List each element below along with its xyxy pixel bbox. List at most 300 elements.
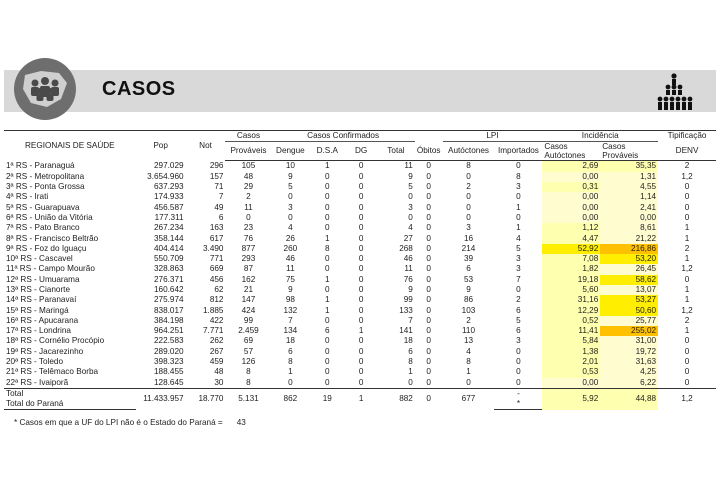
autoctones-cell: 110 [461, 326, 476, 336]
provaveis-cell: 8 [246, 367, 251, 377]
region-name: 16ª RS - Apucarana [6, 315, 79, 325]
header-pop: Pop [136, 131, 186, 161]
dg-cell: 0 [358, 367, 364, 377]
header-lpi: LPI [443, 131, 543, 142]
importados-cell: 1 [516, 202, 521, 212]
total-cell: 141 [399, 326, 413, 336]
dsa-cell: 0 [325, 367, 330, 377]
obitos-cell: 0 [426, 305, 431, 315]
provaveis-cell: 0 [246, 212, 251, 222]
dsa-cell: 0 [325, 357, 330, 367]
dengue-cell: 7 [288, 315, 293, 325]
pop-cell: 398.323 [154, 357, 184, 367]
importados-cell: 6 [516, 305, 521, 315]
autoctones-cell: 13 [463, 336, 474, 346]
pop-cell: 358.144 [154, 233, 184, 243]
total-cell: 46 [403, 254, 413, 264]
provaveis-cell: 2 [246, 192, 251, 202]
inc-provaveis-cell: 255,02 [600, 326, 658, 336]
obitos-cell: 0 [426, 202, 431, 212]
region-name: 17ª RS - Londrina [6, 326, 71, 336]
inc-provaveis-cell: 4,55 [600, 182, 658, 192]
inc-autoctones-cell: 19,18 [542, 275, 600, 285]
not-cell: 262 [209, 336, 224, 346]
dengue-cell: 11 [286, 264, 295, 274]
inc-provaveis-cell: 19,72 [600, 347, 658, 357]
dg-cell: 0 [358, 223, 364, 233]
not-cell: 669 [209, 264, 224, 274]
inc-provaveis-cell: 26,45 [600, 264, 658, 274]
autoctones-cell: 2 [466, 315, 471, 325]
provaveis-cell: 87 [243, 264, 253, 274]
dengue-cell: 3 [288, 202, 293, 212]
obitos-cell: 0 [426, 326, 431, 336]
table-row [4, 182, 716, 192]
dengue-cell: 134 [283, 326, 298, 336]
region-name: 18ª RS - Cornélio Procópio [6, 336, 105, 346]
table-row [4, 305, 716, 315]
pop-cell: 267.234 [154, 223, 184, 233]
tipificacao-cell: 0 [684, 192, 690, 202]
table-row [4, 223, 716, 233]
pop-cell: 289.020 [154, 346, 184, 356]
importados-cell: 0 [516, 192, 521, 202]
provaveis-cell: 57 [243, 346, 253, 356]
not-cell: 7.771 [202, 326, 224, 336]
autoctones-cell: 4 [466, 346, 471, 356]
obitos-cell: 0 [426, 182, 431, 192]
region-name: 11ª RS - Campo Mourão [6, 264, 95, 274]
dengue-cell: 18 [285, 336, 295, 346]
tipificacao-cell: 2 [684, 315, 690, 325]
importados-cell: 0 [516, 212, 521, 222]
tipificacao-cell: 0 [684, 212, 690, 222]
dengue-cell: 75 [285, 274, 295, 284]
region-name: 2ª RS - Metropolitana [6, 171, 85, 181]
inc-provaveis-cell: 53,20 [600, 254, 658, 264]
importados-cell: 0 [516, 377, 521, 387]
not-cell: 48 [214, 367, 224, 377]
inc-provaveis-cell: 216,86 [600, 244, 658, 254]
importados-cell: 3 [516, 264, 521, 274]
total-cell: 5 [408, 182, 413, 192]
autoctones-cell: 39 [463, 254, 474, 264]
dengue-cell: 6 [288, 346, 293, 356]
pop-cell: 3.654.960 [147, 171, 184, 181]
not-cell: 617 [209, 233, 224, 243]
obitos-cell: 0 [426, 285, 431, 294]
autoctones-cell: 8 [466, 161, 471, 171]
dsa-cell: 0 [325, 212, 330, 222]
provaveis-cell: 48 [243, 171, 253, 181]
pop-cell: 174.933 [154, 192, 184, 202]
table-row [4, 213, 716, 223]
provaveis-cell: 99 [243, 315, 253, 325]
dg-cell: 0 [358, 377, 364, 387]
header-not: Not [186, 131, 226, 161]
importados-cell: 0 [516, 357, 521, 367]
inc-autoctones-cell: 1,12 [542, 223, 600, 233]
provaveis-cell: 69 [243, 336, 253, 346]
inc-autoctones-cell: 0,52 [542, 316, 600, 326]
autoctones-cell: 3 [466, 223, 471, 233]
total-obitos: 0 [415, 388, 443, 410]
inc-provaveis-cell: 0,00 [600, 213, 658, 223]
not-cell: 7 [218, 192, 224, 202]
region-name: 10ª RS - Cascavel [6, 254, 73, 264]
dsa-cell: 0 [325, 202, 330, 212]
table-row [4, 367, 716, 377]
dengue-cell: 98 [285, 295, 295, 305]
total-cell: 4 [408, 223, 413, 233]
provaveis-cell: 162 [241, 274, 256, 284]
total-cell: 8 [408, 357, 413, 367]
tipificacao-cell: 0 [684, 202, 690, 212]
dg-cell: 0 [358, 171, 364, 181]
importados-cell: 5 [516, 315, 521, 325]
region-name: 13ª RS - Cianorte [6, 285, 71, 294]
tipificacao-cell: 1 [684, 326, 690, 336]
obitos-cell: 0 [426, 212, 431, 222]
dg-cell: 0 [358, 295, 364, 305]
dsa-cell: 0 [325, 315, 330, 325]
pop-cell: 222.583 [154, 336, 184, 346]
inc-autoctones-cell: 4,47 [542, 233, 600, 243]
region-name: 12ª RS - Umuarama [6, 274, 80, 284]
tipificacao-cell: 1 [684, 223, 690, 233]
table-row [4, 233, 716, 243]
region-name: 15ª RS - Maringá [6, 305, 69, 315]
inc-autoctones-cell: 52,92 [542, 244, 600, 254]
dg-cell: 0 [358, 336, 364, 346]
not-cell: 771 [209, 254, 224, 264]
total-cell: 11 [404, 161, 413, 171]
table-row [4, 254, 716, 264]
dsa-cell: 0 [325, 182, 330, 192]
dengue-cell: 10 [285, 161, 295, 171]
region-name: 6ª RS - União da Vitória [6, 212, 93, 222]
dengue-cell: 0 [288, 192, 293, 202]
inc-provaveis-cell: 1,31 [600, 172, 658, 182]
dengue-cell: 46 [285, 254, 295, 264]
header-incidencia: Incidência [542, 131, 658, 142]
not-cell: 3.490 [202, 243, 224, 253]
obitos-cell: 0 [426, 243, 431, 253]
header-importados: Importados [494, 142, 542, 161]
importados-cell: 0 [516, 285, 521, 294]
total-dg: 1 [345, 388, 377, 410]
total-not: 18.770 [186, 388, 226, 410]
importados-cell: 0 [516, 367, 521, 377]
total-inc-autoctones: 5,92 [542, 388, 600, 410]
provaveis-cell: 23 [243, 223, 253, 233]
total-cell: 1 [408, 367, 413, 377]
table-row [4, 244, 716, 254]
tipificacao-cell: 0 [684, 274, 690, 284]
obitos-cell: 0 [426, 274, 431, 284]
total-cell: 11 [404, 264, 413, 274]
dsa-cell: 0 [325, 346, 330, 356]
pop-cell: 964.251 [154, 326, 184, 336]
dsa-cell: 1 [325, 161, 330, 171]
pop-cell: 328.863 [154, 264, 184, 274]
region-name: 1ª RS - Paranaguá [6, 161, 75, 171]
total-importados-bottom: * [494, 399, 542, 410]
inc-provaveis-cell: 50,60 [600, 305, 658, 315]
table-body [4, 161, 716, 389]
header-dengue: Dengue [271, 142, 309, 161]
inc-provaveis-cell: 13,07 [600, 285, 658, 295]
dengue-cell: 0 [288, 212, 293, 222]
dg-cell: 0 [358, 182, 364, 192]
pop-cell: 297.029 [154, 161, 184, 171]
importados-cell: 4 [516, 233, 521, 243]
not-cell: 49 [214, 202, 224, 212]
not-cell: 812 [209, 295, 224, 305]
total-label: Total [4, 388, 136, 399]
obitos-cell: 0 [426, 254, 431, 264]
table-row [4, 347, 716, 357]
dsa-cell: 1 [325, 295, 330, 305]
inc-autoctones-cell: 0,31 [542, 182, 600, 192]
total-total: 882 [377, 388, 415, 410]
table-row [4, 336, 716, 346]
dengue-cell: 8 [288, 357, 293, 367]
dsa-cell: 0 [325, 223, 330, 233]
inc-autoctones-cell: 0,00 [542, 213, 600, 223]
footnote [14, 418, 246, 427]
tipificacao-cell: 2 [684, 243, 690, 253]
inc-autoctones-cell: 12,29 [542, 305, 600, 315]
tipificacao-cell: 2 [684, 161, 690, 171]
pop-cell: 384.198 [154, 315, 184, 325]
not-cell: 163 [209, 223, 224, 233]
table-row [4, 357, 716, 367]
total-autoctones: 677 [443, 388, 495, 410]
provaveis-cell: 877 [241, 243, 256, 253]
dsa-cell: 0 [325, 377, 330, 387]
dsa-cell: 1 [325, 233, 330, 243]
dengue-cell: 5 [288, 182, 293, 192]
total-importados-top: - [494, 388, 542, 399]
provaveis-cell: 76 [243, 233, 253, 243]
table-row [4, 295, 716, 305]
header-dsa: D.S.A [309, 142, 345, 161]
not-cell: 296 [209, 161, 224, 171]
dengue-cell: 26 [285, 233, 295, 243]
total-cell: 133 [399, 305, 413, 315]
not-cell: 456 [209, 274, 224, 284]
not-cell: 6 [218, 212, 224, 222]
importados-cell: 0 [516, 346, 521, 356]
obitos-cell: 0 [426, 264, 431, 274]
importados-cell: 7 [516, 274, 521, 284]
provaveis-cell: 424 [241, 305, 256, 315]
importados-cell: 6 [516, 326, 521, 336]
total-tipificacao: 1,2 [658, 388, 716, 410]
table-row [4, 202, 716, 212]
dengue-cell: 260 [283, 243, 298, 253]
dg-cell: 1 [358, 326, 364, 336]
header-inc-autoctones: Casos Autóctones [542, 142, 600, 161]
header-regionais: REGIONAIS DE SAÚDE [4, 131, 136, 161]
inc-provaveis-cell: 21,22 [600, 233, 658, 243]
inc-provaveis-cell: 1,14 [600, 192, 658, 202]
importados-cell: 3 [516, 336, 521, 346]
pop-cell: 456.587 [154, 202, 184, 212]
table-row [4, 264, 716, 274]
dg-cell: 0 [358, 305, 364, 315]
not-cell: 267 [209, 346, 224, 356]
dg-cell: 0 [358, 285, 364, 294]
tipificacao-cell: 1 [684, 285, 690, 294]
dg-cell: 0 [358, 212, 364, 222]
autoctones-cell: 9 [466, 285, 471, 294]
header-provaveis: Prováveis [225, 142, 271, 161]
dg-cell: 0 [358, 346, 364, 356]
importados-cell: 0 [516, 161, 521, 171]
total-cell: 0 [408, 192, 413, 202]
tipificacao-cell: 0 [684, 367, 690, 377]
table-row [4, 192, 716, 202]
provaveis-cell: 8 [246, 377, 251, 387]
region-name: 5ª RS - Guarapuava [6, 202, 80, 212]
table-row [4, 172, 716, 182]
obitos-cell: 0 [426, 315, 431, 325]
importados-cell: 3 [516, 182, 521, 192]
not-cell: 30 [214, 377, 224, 387]
total-parana-label: Total do Paraná [4, 399, 136, 410]
provaveis-cell: 21 [243, 285, 253, 294]
people-pyramid-icon [654, 72, 694, 112]
header-total: Total [377, 142, 415, 161]
region-name: 7ª RS - Pato Branco [6, 223, 80, 233]
dsa-cell: 0 [325, 285, 330, 294]
provaveis-cell: 2.459 [238, 326, 259, 336]
autoctones-cell: 0 [466, 192, 471, 202]
inc-autoctones-cell: 2,01 [542, 357, 600, 367]
obitos-cell: 0 [426, 357, 431, 367]
dengue-cell: 132 [283, 305, 298, 315]
pop-cell: 404.414 [154, 243, 184, 253]
obitos-cell: 0 [426, 377, 431, 387]
total-cell: 7 [408, 315, 413, 325]
total-cell: 18 [403, 336, 413, 346]
inc-provaveis-cell: 8,61 [600, 223, 658, 233]
inc-autoctones-cell: 1,38 [542, 347, 600, 357]
obitos-cell: 0 [426, 367, 431, 377]
casos-table [4, 130, 716, 410]
obitos-cell: 0 [426, 223, 431, 233]
autoctones-cell: 2 [466, 182, 471, 192]
inc-autoctones-cell: 0,00 [542, 192, 600, 202]
region-name: 22ª RS - Ivaiporã [6, 377, 69, 387]
not-cell: 62 [214, 285, 224, 294]
pop-cell: 275.974 [154, 295, 184, 305]
dg-cell: 0 [358, 315, 364, 325]
table-row [4, 275, 716, 285]
footnote-text: * Casos em que a UF do LPI não é o Estado do Paraná = [14, 418, 223, 427]
obitos-cell: 0 [426, 336, 431, 346]
provaveis-cell: 29 [243, 182, 253, 192]
importados-cell: 1 [516, 223, 521, 233]
pop-cell: 177.311 [154, 212, 184, 222]
total-dengue: 862 [271, 388, 309, 410]
not-cell: 1.885 [202, 305, 224, 315]
total-cell: 27 [403, 233, 413, 243]
provaveis-cell: 11 [244, 202, 253, 212]
dg-cell: 0 [358, 357, 364, 367]
autoctones-cell: 6 [466, 264, 471, 274]
importados-cell: 2 [516, 295, 521, 305]
importados-cell: 5 [516, 243, 521, 253]
total-cell: 0 [408, 377, 413, 387]
dg-cell: 0 [358, 233, 364, 243]
total-provaveis: 5.131 [225, 388, 271, 410]
header-casos-confirmados: Casos Confirmados [271, 131, 414, 142]
dsa-cell: 6 [325, 326, 330, 336]
crowd-map-icon [14, 58, 76, 120]
tipificacao-cell: 1 [684, 295, 690, 305]
total-pop: 11.433.957 [136, 388, 186, 410]
total-cell: 9 [408, 171, 413, 181]
dg-cell: 0 [358, 264, 364, 274]
region-name: 8ª RS - Francisco Beltrão [6, 233, 99, 243]
autoctones-cell: 53 [463, 274, 474, 284]
inc-provaveis-cell: 4,25 [600, 367, 658, 377]
inc-provaveis-cell: 6,22 [600, 378, 658, 389]
dg-cell: 0 [358, 243, 364, 253]
autoctones-cell: 86 [463, 295, 474, 305]
tipificacao-cell: 0 [684, 336, 690, 346]
autoctones-cell: 0 [466, 212, 471, 222]
header-tipificacao: Tipificação [658, 131, 716, 142]
dengue-cell: 1 [288, 367, 293, 377]
obitos-cell: 0 [426, 295, 431, 305]
table-row [4, 161, 716, 172]
inc-autoctones-cell: 11,41 [542, 326, 600, 336]
table-row [4, 285, 716, 295]
dg-cell: 0 [358, 274, 364, 284]
tipificacao-cell: 0 [684, 182, 690, 192]
not-cell: 422 [209, 315, 224, 325]
autoctones-cell: 16 [463, 233, 474, 243]
provaveis-cell: 105 [241, 161, 256, 171]
inc-autoctones-cell: 5,60 [542, 285, 600, 295]
total-cell: 9 [408, 285, 413, 294]
obitos-cell: 0 [426, 346, 431, 356]
header-denv: DENV [658, 142, 716, 161]
dengue-cell: 9 [288, 171, 293, 181]
autoctones-cell: 8 [466, 357, 471, 367]
dg-cell: 0 [358, 192, 364, 202]
pop-cell: 550.709 [154, 254, 184, 264]
total-cell: 3 [408, 202, 413, 212]
dg-cell: 0 [358, 202, 364, 212]
footnote-value: 43 [236, 418, 246, 427]
dsa-cell: 1 [325, 305, 330, 315]
inc-autoctones-cell: 0,00 [542, 378, 600, 389]
inc-provaveis-cell: 58,62 [600, 275, 658, 285]
inc-provaveis-cell: 25,77 [600, 316, 658, 326]
pop-cell: 128.645 [154, 377, 184, 387]
pop-cell: 276.371 [154, 274, 184, 284]
pop-cell: 160.642 [154, 285, 184, 294]
region-name: 9ª RS - Foz do Iguaçu [6, 243, 87, 253]
region-name: 20ª RS - Toledo [6, 357, 64, 367]
dsa-cell: 0 [325, 336, 330, 346]
not-cell: 71 [214, 182, 224, 192]
